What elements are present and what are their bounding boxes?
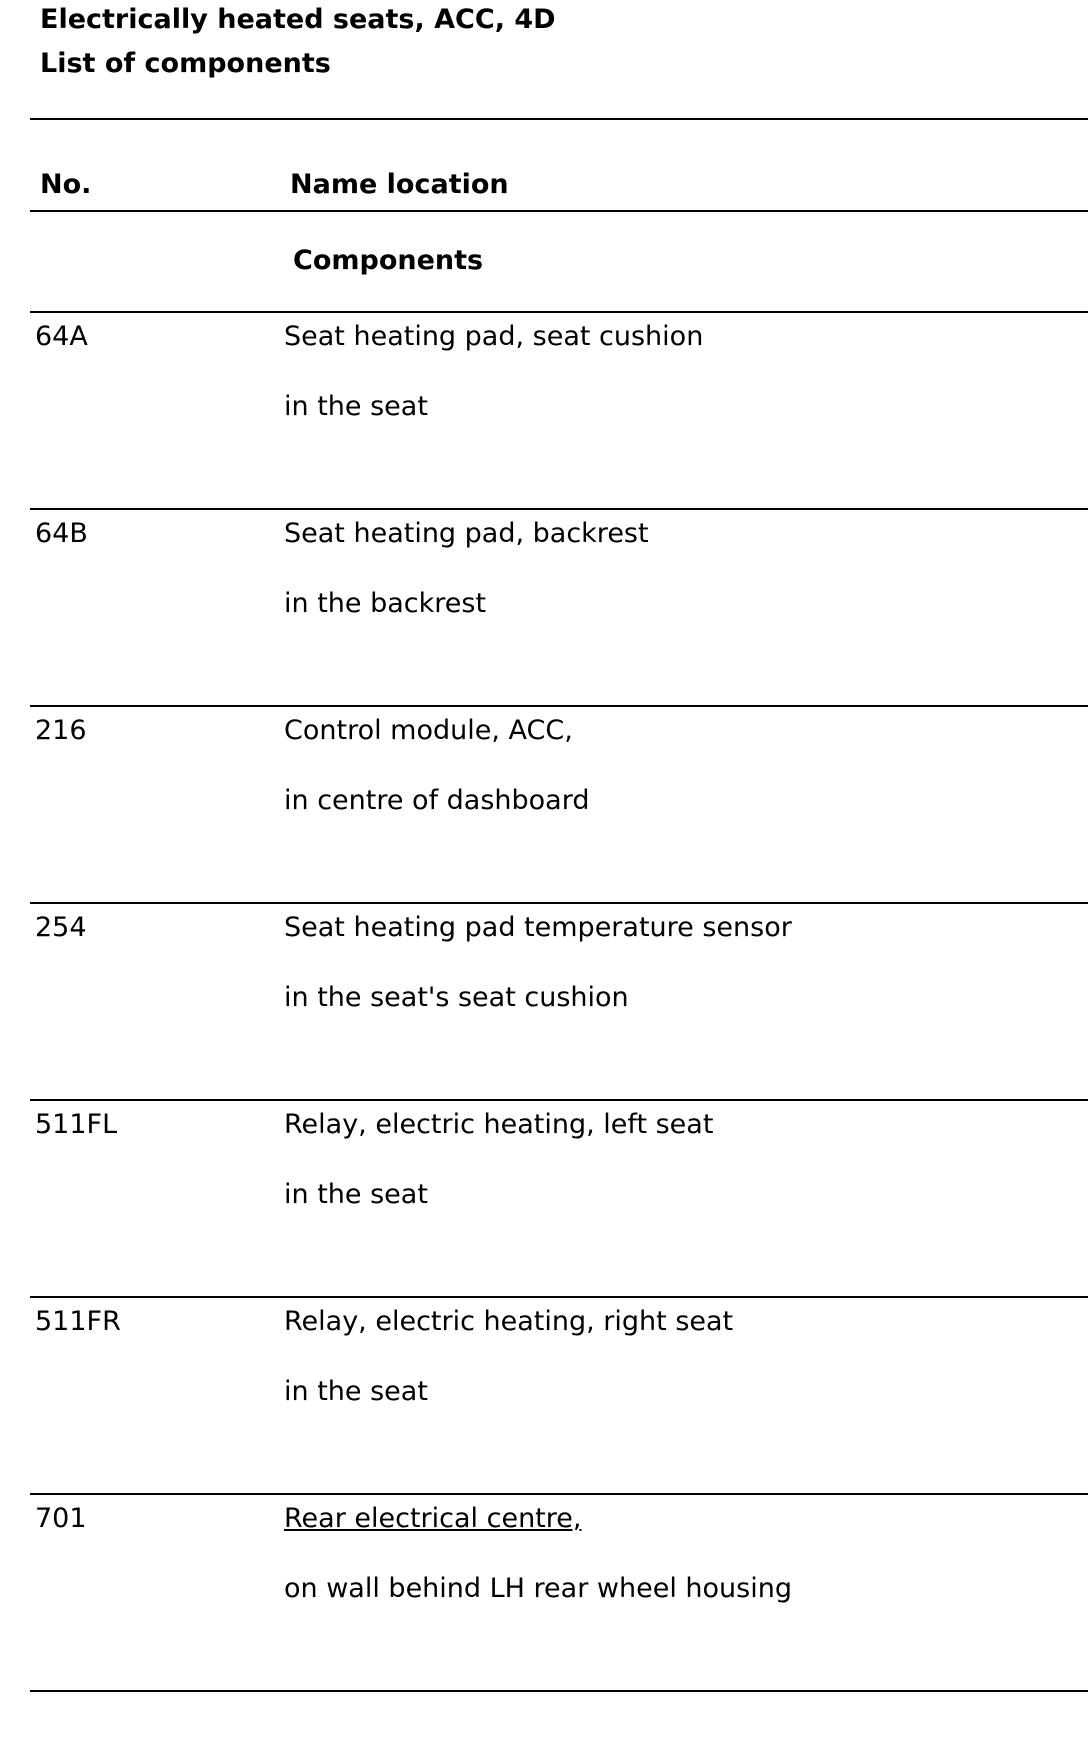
component-name: Relay, electric heating, right seat: [284, 1306, 734, 1337]
row-divider: [30, 902, 1088, 904]
row-divider: [30, 508, 1088, 510]
document-subtitle: List of components: [40, 48, 331, 79]
component-name: Seat heating pad, backrest: [284, 518, 649, 549]
component-name: Seat heating pad, seat cushion: [284, 321, 704, 352]
table-row: [0, 1296, 1088, 1492]
header-divider: [30, 210, 1088, 212]
table-row: [0, 1099, 1088, 1295]
component-name: Control module, ACC,: [284, 715, 573, 746]
title-divider: [30, 118, 1088, 120]
table-row: [0, 508, 1088, 704]
component-location: in the backrest: [284, 588, 487, 619]
table-row: [0, 705, 1088, 901]
table-row: [0, 902, 1088, 1098]
table-bottom-rule: [30, 1690, 1088, 1692]
component-number: 701: [35, 1503, 87, 1534]
table-row: [0, 311, 1088, 507]
component-number: 254: [35, 912, 87, 943]
row-divider: [30, 1296, 1088, 1298]
component-location: in the seat's seat cushion: [284, 982, 629, 1013]
section-label: Components: [293, 245, 484, 276]
component-location: in the seat: [284, 1179, 428, 1210]
document-title: Electrically heated seats, ACC, 4D: [40, 4, 556, 35]
component-name-link[interactable]: Rear electrical centre,: [284, 1503, 582, 1534]
column-header-name-location: Name location: [290, 169, 509, 200]
component-location: on wall behind LH rear wheel housing: [284, 1573, 792, 1604]
component-number: 64A: [35, 321, 88, 352]
component-number: 216: [35, 715, 87, 746]
component-number: 64B: [35, 518, 88, 549]
component-name: Relay, electric heating, left seat: [284, 1109, 714, 1140]
row-divider: [30, 311, 1088, 313]
component-number: 511FL: [35, 1109, 118, 1140]
component-location: in centre of dashboard: [284, 785, 590, 816]
component-location: in the seat: [284, 1376, 428, 1407]
row-divider: [30, 1493, 1088, 1495]
component-location: in the seat: [284, 391, 428, 422]
column-header-no: No.: [40, 169, 92, 200]
component-number: 511FR: [35, 1306, 121, 1337]
row-divider: [30, 705, 1088, 707]
table-row: [0, 1493, 1088, 1689]
row-divider: [30, 1099, 1088, 1101]
component-name: Seat heating pad temperature sensor: [284, 912, 792, 943]
